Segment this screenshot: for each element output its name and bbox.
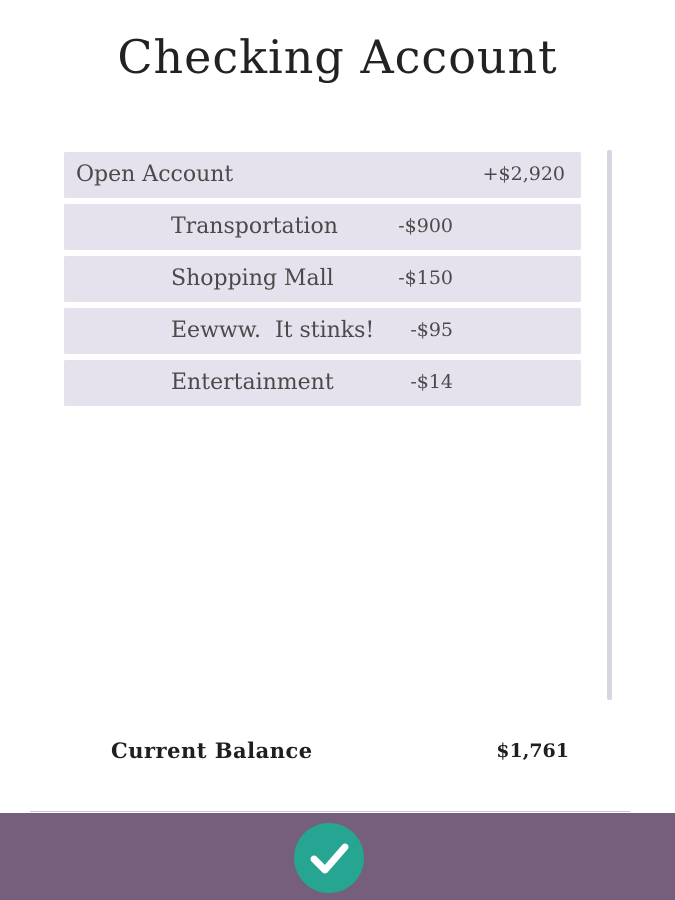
current-balance-value: $1,761	[496, 740, 569, 762]
transaction-row-open-account[interactable]	[64, 152, 581, 198]
page-title: Checking Account	[117, 30, 558, 84]
transaction-amount: -$900	[398, 215, 453, 237]
transaction-label: Shopping Mall	[171, 266, 334, 291]
confirm-button[interactable]	[294, 823, 364, 893]
transaction-label: Transportation	[171, 214, 338, 239]
transaction-row-transportation[interactable]	[64, 204, 581, 250]
transaction-row-stinks[interactable]	[64, 308, 581, 354]
checkmark-icon	[294, 823, 364, 893]
transaction-label: Entertainment	[171, 370, 334, 395]
transaction-amount: +$2,920	[482, 163, 565, 185]
transaction-label: Open Account	[76, 162, 234, 187]
list-scrollbar[interactable]	[607, 150, 612, 700]
footer-bar	[0, 813, 675, 900]
transaction-amount: -$150	[398, 267, 453, 289]
transaction-list[interactable]	[64, 152, 581, 412]
transaction-amount: -$14	[410, 371, 453, 393]
transaction-row-shopping-mall[interactable]	[64, 256, 581, 302]
transaction-row-entertainment[interactable]	[64, 360, 581, 406]
transaction-amount: -$95	[410, 319, 453, 341]
current-balance-label: Current Balance	[111, 738, 313, 763]
transaction-label: Eewww. It stinks!	[171, 318, 375, 343]
footer-divider	[30, 811, 630, 812]
